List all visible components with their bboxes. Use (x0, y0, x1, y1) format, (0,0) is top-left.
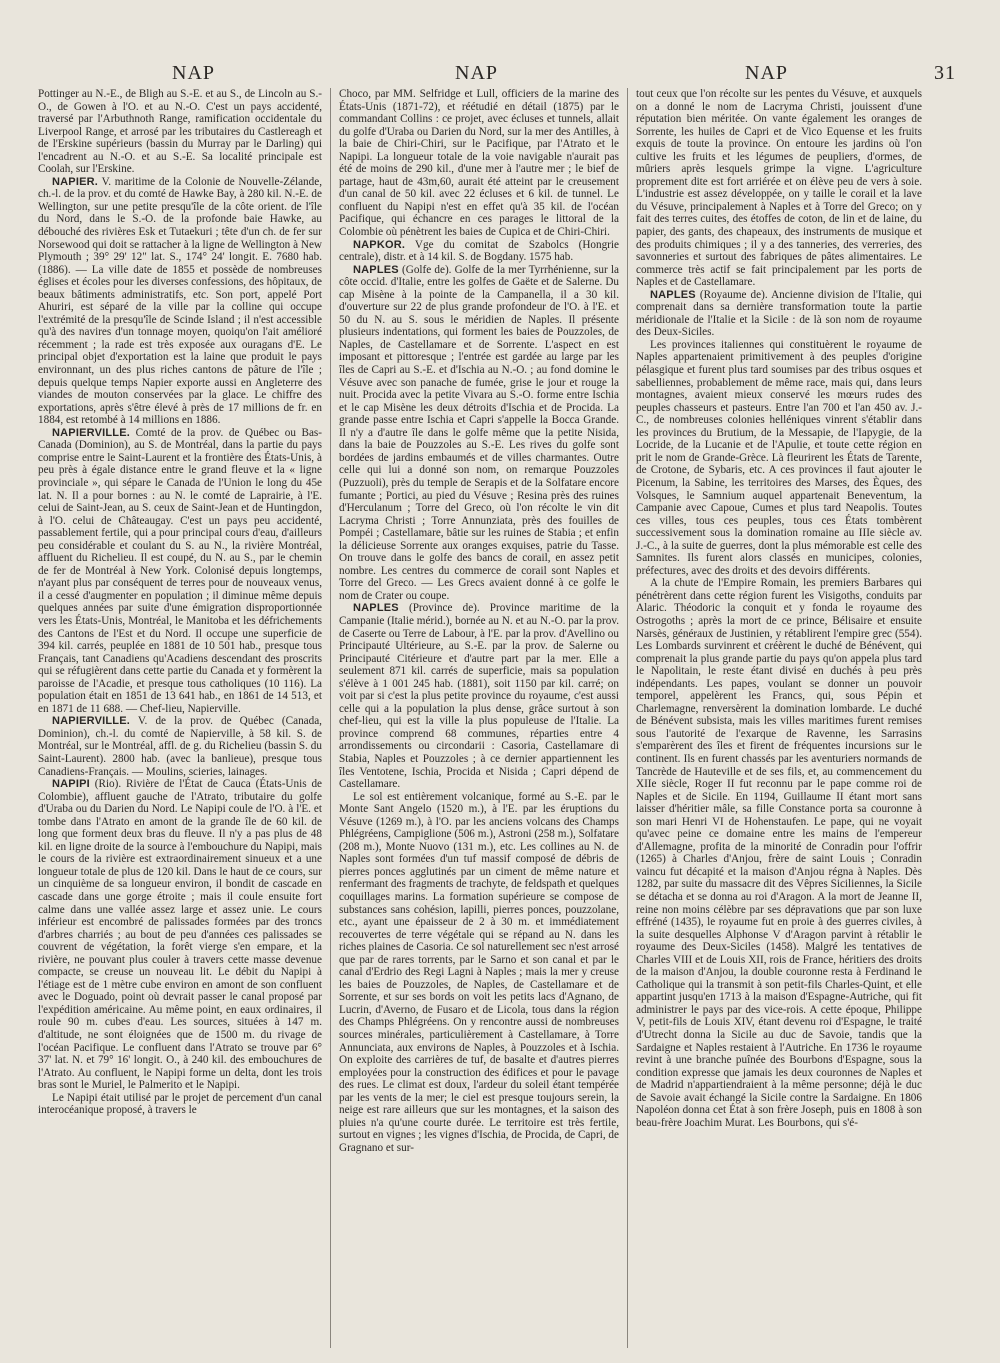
running-head (0, 62, 1000, 84)
running-head-center: NAP (455, 62, 499, 84)
column-3 (636, 88, 922, 1356)
text-columns (0, 88, 1000, 1363)
entry-paragraph (636, 339, 922, 577)
entry-text: (Golfe de). Golfe de la mer Tyrrhénienne, sur la côte occid. d'Italie, entre les golfes de Gaëte et de Salerne. Du cap Misène à la pointe de la Campanella, il a 30 kil. d'ouverture sur 22 de plus grande profondeur de l'O. à l'E. et 50 du N. au S. sous le méridien de Naples. Il présente plusieurs indentations, qui forment les baies de Pouzzoles, de Naples, de Castellamare et de Sorrente. L'aspect en est imposant et pittoresque ; l'entrée est gardée au large par les îles de Capri au S.-E. et d'Ischia au N.-O. ; au fond domine le Vésuve avec son panache de fumée, grise le jour et rouge la nuit. Procida avec la petite Vivara au S.-O. forme entre Ischia et le cap Misène les deux détroits d'Ischia et de Procida. La grande passe entre Ischia et Capri s'appelle la Bocca Grande. Il n'y a d'autre île dans le golfe même que la petite Nisida, dans la baie de Pouzzoles au S.-E. Les rives du golfe sont bordées de jardins embaumés et de villes charmantes. Outre celle qui lui a donné son nom, on remarque Pouzzoles (Puzzuoli), près du temple de Serapis et de la Solfatare encore fumante ; Portici, au pied du Vésuve ; Resina près des ruines d'Herculanum ; Torre del Greco, où l'on récolte le vin dit Lacryma Christi ; Torre Annunziata, près des fouilles de Pompéi ; Castellamare, bâtie sur les ruines de Stabia ; et enfin la délicieuse Sorrente aux oranges exquises, patrie du Tasse. On trouve dans le golfe des bancs de corail, en assez petit nombre. Les centres du commerce de corail sont Naples et Torre del Greco. — Les Grecs avaient donné à ce golfe le nom de Crater ou coupe. (339, 263, 619, 602)
entry-text: V. maritime de la Colonie de Nouvelle-Zélande, ch.-l. de la prov. et du comté de Hawke Bay, à 280 kil. N.-E. de Wellington, sur une petite presqu'île de la côte orient. de l'île du Nord, dans le S.-O. de la profonde baie Hawke, au débouché des rivières Esk et Tutaekuri ; tête d'un ch. de fer sur Norsewood qui doit se rattacher à la ligne de Wellington à New Plymouth ; 39° 29' 12" lat. S., 174° 24' longit. E. 7680 hab. (1886). — La ville date de 1855 et possède de nombreuses églises et écoles pour les diverses confessions, des hôpitaux, de beaux bâtiments administratifs, etc. Son port, appelé Port Ahuriri, est séparé de la ville par la colline qui occupe l'extrémité de la presqu'île de Scinde Island ; il n'est accessible qu'à des navires d'un tonnage moyen, quoiqu'on l'ait amélioré récemment ; la rade est très exposée aux ouragans d'E. Le principal objet d'exportation est la laine que produit le pays environnant, un des plus riches cantons de pâture de l'île ; depuis quelque temps Napier exporte aussi en Angleterre des viandes de mouton conservées par la glace. Le chiffre des exportations, après s'être élevé à près de 17 millions de fr. en 1884, est retombé à 14 millions en 1886. (38, 175, 322, 427)
entry-paragraph (339, 88, 619, 239)
running-head-right: NAP (745, 62, 789, 84)
entry-text: tout ceux que l'on récolte sur les pentes du Vésuve, et auxquels on a donné le nom de Lacryma Christi, jouissent d'une réputation bien méritée. On vante également les oranges de Sorrente, les huiles de Capri et de Vico Equense et les fruits exquis de toute la province. On entoure les jardins où l'on cultive les fruits et les légumes de peupliers, d'ormes, de mûriers après lesquels grimpe la vigne. L'agriculture proprement dite est fort arriérée et on élève peu de vers à soie. L'industrie est assez développée, on y taille le corail et la lave du Vésuve, principalement à Naples et à Torre del Greco; on y fait des terres cuites, des étoffes de coton, de lin et de laine, du papier, des gants, des chapeaux, des instruments de musique et des produits chimiques ; il y a des tanneries, des verreries, des savonneries et surtout des fabriques de pâtes alimentaires. Le commerce très actif se fait principalement par les ports de Naples et de Castellamare. (636, 88, 922, 289)
entry-text: Choco, par MM. Selfridge et Lull, officiers de la marine des États-Unis (1871-72), et réétudié en détail (1875) par le commandant Collins : ce projet, avec écluses et tunnels, allait du golfe d'Uraba ou Darien du Nord, sur la mer des Antilles, à la baie de Chiri-Chiri, sur le Pacifique, par l'Atrato et le Napipi. La longueur totale de la voie navigable n'aurait pas été de moins de 290 kil., d'une mer à l'autre mer ; le bief de partage, haut de 43m,60, aurait été atteint par le creusement d'un canal de 50 kil. avec 22 écluses et 6 kil. de tunnel. Le confluent du Napipi n'est en effet qu'à 35 kil. de l'océan Pacifique, qui échancre en ces parages le littoral de la Colombie où pénètrent les baies de Cupica et de Chiri-Chiri. (339, 88, 619, 239)
running-head-left: NAP (172, 62, 216, 84)
page-number: 31 (934, 62, 956, 84)
entry-text: (Rio). Rivière de l'État de Cauca (États-Unis de Colombie), affluent gauche de l'Atrato, tributaire du golfe d'Uraba ou du Darien du Nord. Le Napipi coule de l'O. à l'E. et tombe dans l'Atrato en amont de la grande île de 60 kil. de long que forment deux bras du fleuve. Il n'y a pas plus de 48 kil. en ligne droite de la source à l'embouchure du Napipi, mais le cours de la rivière est extraordinairement sinueux et a une longueur totale de plus de 120 kil. Dans le haut de ce cours, sur un cinquième de sa longueur environ, il bondit de cascade en cascade dans une gorge étroite ; mais il coule ensuite fort calme dans une vallée assez large et assez unie. Le cours inférieur est encombré de palissades formées par des troncs d'arbres charriés ; au bout de peu d'années ces palissades se couvrent de végétation, la forêt vierge s'en empare, et la rivière, ne pouvant plus couler à travers cette masse devenue compacte, se creuse un nouveau lit. Le débit du Napipi à l'étiage est de 1 mètre cube environ en amont de son confluent avec le Doguado, point où devrait passer le canal proposé par l'expédition américaine. Au même point, en eaux ordinaires, il roule 90 m. cubes d'eau. Les sources, situées à 147 m. d'altitude, ne sont éloignées que de 1500 m. du rivage de l'océan Pacifique. Le confluent dans l'Atrato se trouve par 6° 37' lat. N. et 79° 16' longit. O., à 240 kil. des embouchures de l'Atrato. Au confluent, le Napipi forme un delta, dont les trois bras sont le Muriel, le Palmerito et le Napipi. (38, 778, 322, 1092)
dictionary-entry (38, 778, 322, 1092)
entry-headword: NAPIPI (52, 778, 90, 791)
entry-paragraph (38, 1092, 322, 1117)
entry-text: Le Napipi était utilisé par le projet de percement d'un canal interocéanique proposé, à travers le (38, 1091, 322, 1117)
dictionary-entry (339, 602, 619, 790)
entry-text: Le sol est entièrement volcanique, formé au S.-E. par le Monte Sant Angelo (1520 m.), à l'E. par les éruptions du Vésuve (1269 m.), à l'O. par les anciens volcans des Champs Phlégréens, Campiglione (506 m.), Astroni (258 m.), Solfatare (208 m.), Monte Nuovo (131 m.), etc. Les collines au N. de Naples sont formées d'un tuf massif composé de débris de pierres ponces agglutinés par un ciment de même nature et renfermant des fragments de trachyte, de feldspath et quelques coquillages marins. La formation supérieure se compose de substances sans cohésion, lapilli, pierres ponces, pouzzolane, etc., ayant une épaisseur de 2 à 30 m. et immédiatement recouvertes de terre végétale qui se répand au N. dans les riches plaines de Casoria. Ce sol naturellement sec n'est arrosé que par de rares torrents, par le Sarno et son canal et par le canal d'Erdrio des Regi Lagni à Naples ; mais la mer y creuse les baies de Pouzzoles, de Naples, de Castellamare et de Sorrente, et sur ses bords on voit les petits lacs d'Agnano, de Lucrin, d'Averno, de Fusaro et de Licola, tous dans la région des Champs Phlégréens. On y rencontre aussi de nombreuses sources minérales, particulièrement à Castellamare, à Torre Annunciata, aux environs de Naples, à Pouzzoles et à Ischia. On exploite des carrières de tuf, de basalte et d'autres pierres employées pour la construction des édifices et pour le pavage des rues. Le climat est doux, l'ardeur du soleil étant tempérée par les vents de la mer; le ciel est presque toujours serein, la neige est rare ailleurs que sur les montagnes, et la saison des pluies n'a qu'une courte durée. Le territoire est très fertile, surtout en vignes ; les vignes d'Ischia, de Procida, de Capri, de Gragnano et sur- (339, 790, 619, 1154)
entry-headword: NAPIERVILLE. (52, 715, 130, 728)
entry-text: Pottinger au N.-E., de Bligh au S.-E. et au S., de Lincoln au S.-O., de Gowen à l'O. et au N.-O. C'est un pays accidenté, traversé par l'Arbuthnoth Range, ramification occidentale du Liverpool Range, et arrosé par les tributaires du Castlereagh et de l'Erskine supérieurs (bassin du Murray par le Darling) qui l'encadrent au N.-O. et au S.-E. Sa localité principale est Coolah, sur l'Erskine. (38, 88, 322, 176)
entry-headword: NAPKOR. (353, 238, 406, 251)
entry-text: Vge du comitat de Szabolcs (Hongrie centrale), distr. et à 14 kil. S. de Bogdany. 1575 hab. (339, 238, 619, 264)
entry-text: (Province de). Province maritime de la Campanie (Italie mérid.), bornée au N. et au N.-O. par la prov. de Caserte ou Terre de Labour, à l'E. par la prov. d'Avellino ou Principauté Ultérieure, au S.-E. par la prov. de Salerne ou Principauté Citérieure et d'autre part par la mer. Elle a seulement 871 kil. carrés de superficie, mais sa population s'élève à 1 001 245 hab. (1881), soit 1150 par kil. carré; on voit par si c'est la plus petite province du royaume, c'est aussi celle qui a la population la plus dense, grâce surtout à son chef-lieu, qui est la ville la plus populeuse de l'Italie. La province comprend 68 communes, réparties entre 4 arrondissements ou circondarii : Casoria, Castellamare di Stabia, Naples et Pouzzoles ; à ce dernier appartiennent les îles Ventotene, Ischia, Procida et Nisida ; Capri dépend de Castellamare. (339, 602, 619, 791)
dictionary-entry (636, 289, 922, 339)
entry-paragraph (636, 88, 922, 289)
entry-paragraph (636, 577, 922, 1129)
entry-text: V. de la prov. de Québec (Canada, Dominion), ch.-l. du comté de Napierville, à 58 kil. S. de Montréal, sur le Montréal, affl. de g. du Richelieu (bassin S. du Saint-Laurent). 2800 hab. (avec la banlieue), presque tous Canadiens-Français. — Moulins, scieries, lainages. (38, 715, 322, 778)
dictionary-entry (38, 427, 322, 716)
entry-text: Les provinces italiennes qui constituèrent le royaume de Naples appartenaient primitivement à des peuples d'origine pélasgique et furent plus tard soumises par des tribus osques et sabelliennes, probablement de même race, mais qui, dans leurs montagnes, avaient mieux conservé les mœurs rudes des peuples chasseurs et pasteurs. Entre l'an 700 et l'an 450 av. J.-C., de nombreuses colonies helléniques vinrent s'établir dans les provinces du Brutium, de la Messapie, de l'Iapygie, de la Locride, de la Lucanie et de l'Apulie, et toute cette région en prit le nom de Grande-Grèce. Là fleurirent les États de Tarente, de Crotone, de Sybaris, etc. A ces provinces il faut ajouter le Picenum, la Sabine, les territoires des Marses, des Èques, des Volsques, le Samnium auquel appartenait Beneventum, la Campanie avec Capoue, Cumes et plus tard Neapolis. Toutes ces villes, tous ces peuples, tous ces États tombèrent successivement sous la domination romaine au IIIe siècle av. J.-C., à la suite de guerres, dont la plus mémorable est celle des Samnites. Ils furent alors classés en municipes, colonies, préfectures, avec des droits et des devoirs différents. (636, 338, 922, 577)
entry-headword: NAPLES (353, 263, 399, 276)
entry-text: A la chute de l'Empire Romain, les premiers Barbares qui pénétrèrent dans cette région furent les Visigoths, conduits par Alaric. Théodoric la conquit et y fonda le royaume des Ostrogoths ; après la mort de ce prince, Bélisaire et ensuite Narsès, généraux de Justinien, y rétablirent l'empire grec (554). Les Lombards survinrent et créèrent le duché de Bénévent, qui comprenait la plus grande partie du pays qu'on appela plus tard le Napolitain, le reste étant divisé en duchés à peu près indépendants. Les papes, voulant se donner un pouvoir temporel, appelèrent les Francs, qui, sous Pépin et Charlemagne, renversèrent la domination lombarde. Le duché de Bénévent subsista, mais les villes maritimes furent remises sous l'autorité de l'exarque de Ravenne, les Sarrasins s'emparèrent des îles et firent de fréquentes incursions sur le continent. Ils en furent chassés par les aventuriers normands de Tancrède de Hauteville et de ses fils, et, au commencement du XIIe siècle, Roger II fut reconnu par le pape comme roi de Naples et de Sicile. En 1194, Guillaume II étant mort sans laisser d'héritier mâle, sa fille Constance porta sa couronne à son mari Henri VI de Hohenstaufen. Le pape, qui ne voyait qu'avec peine ce domaine entre les mains de l'empereur d'Allemagne, profita de la minorité de Conradin pour l'offrir (1265) à Charles d'Anjou, frère de saint Louis ; Conradin vaincu fut décapité et la maison d'Anjou régna à Naples. Dès 1282, par suite du massacre dit des Vêpres Siciliennes, la Sicile se détacha et se donna au roi d'Aragon. A la mort de Jeanne II, reine non moins célèbre par ses dépravations que par son luxe effréné (1435), le royaume fut en proie à des guerres civiles, à la suite desquelles Alphonse V d'Aragon parvint à rétablir le royaume des Deux-Siciles (1458). Malgré les tentatives de Charles VIII et de Louis XII, rois de France, héritiers des droits de la maison d'Anjou, la double couronne resta à Ferdinand le Catholique qui la transmit à son petit-fils Charles-Quint, et elle appartint jusqu'en 1713 à la maison d'Espagne-Autriche, qui fit administrer le pays par des vice-rois. A cette époque, Philippe V, petit-fils de Louis XIV, étant devenu roi d'Espagne, le traité d'Utrecht donna la Sicile au duc de Savoie, tandis que la Sardaigne et Naples restaient à l'Autriche. En 1736 le royaume revint à une branche puînée des Bourbons d'Espagne, sous la condition expresse que jamais les deux couronnes de Naples et de Madrid n'appartiendraient à la même personne; déjà le duc de Savoie avait échangé la Sicile contre la Sardaigne. En 1806 Napoléon donna cet État à son frère Joseph, puis en 1808 à son beau-frère Joachim Murat. Les Bourbons, qui s'é- (636, 577, 922, 1129)
entry-headword: NAPIERVILLE. (52, 426, 130, 439)
entry-headword: NAPLES (650, 288, 696, 301)
entry-paragraph (339, 791, 619, 1155)
dictionary-entry (38, 176, 322, 427)
dictionary-entry (339, 239, 619, 264)
dictionary-entry (339, 264, 619, 603)
entry-paragraph (38, 88, 322, 176)
entry-text: Comté de la prov. de Québec ou Bas-Canada (Dominion), au S. de Montréal, dans la partie du pays comprise entre le Saint-Laurent et la frontière des États-Unis, à peu près à égale distance entre le grand fleuve et la « ligne provinciale », qui sépare le Canada de l'Union le long du 45e lat. N. Il a pour bornes : au N. le comté de Laprairie, à l'E. celui de Saint-Jean, au S. ceux de Saint-Jean et de Huntingdon, à l'O. celui de Châteaugay. C'est un pays peu accidenté, passablement fertile, qui a pour principal cours d'eau, d'ailleurs peu considérable et coulant du S. au N., la rivière Montréal, affluent du Richelieu. Il est coupé, du N. au S., par le chemin de fer de Montréal à New York. Colonisé depuis longtemps, n'ayant plus par conséquent de terres pour de nouveaux venus, il a cessé d'augmenter en population ; il diminue même depuis quelques années par suite d'une émigration disproportionnée vers les États-Unis, Montréal, le Manitoba et les défrichements des Cantons de l'Est et du Nord. Il occupe une superficie de 394 kil. carrés, peuplée en 1881 de 10 501 hab., presque tous Français, tant Canadiens qu'Acadiens descendant des proscrits qui se réfugièrent dans cette partie du Canada et y formèrent la paroisse de l'Acadie, et presque tous catholiques (10 116). La population était en 1851 de 13 641 hab., en 1861 de 14 513, et en 1871 de 11 688. — Chef-lieu, Napierville. (38, 426, 322, 715)
dictionary-entry (38, 715, 322, 778)
column-1 (38, 88, 322, 1360)
entry-headword: NAPIER. (52, 175, 99, 188)
column-2 (339, 88, 619, 1358)
entry-headword: NAPLES (353, 602, 399, 615)
entry-text: (Royaume de). Ancienne division de l'Italie, qui comprenait dans sa dernière transformation toute la partie méridionale de l'Italie et la Sicile : de là son nom de royaume des Deux-Siciles. (636, 288, 922, 339)
